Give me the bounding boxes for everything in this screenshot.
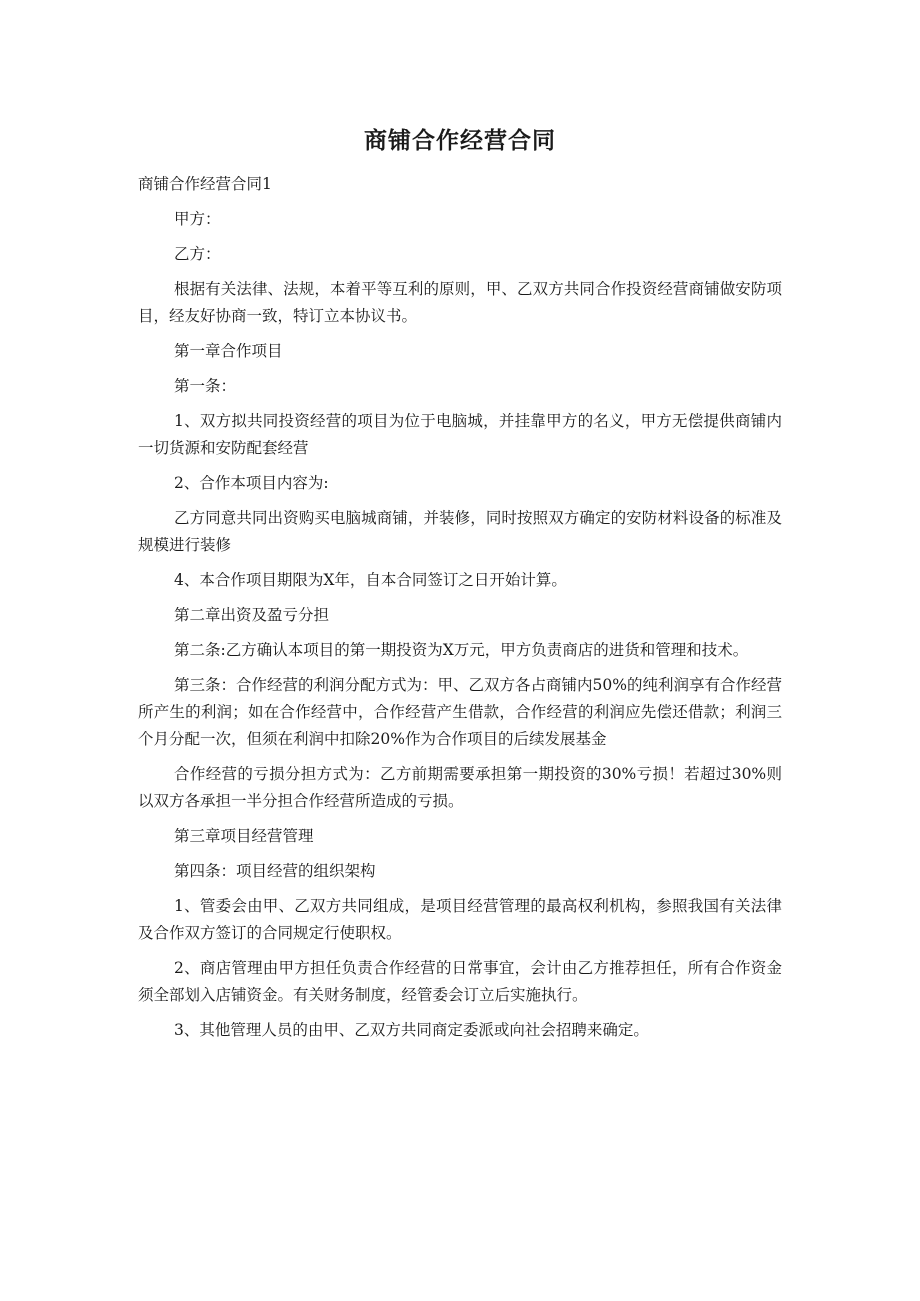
chapter-1-heading: 第一章合作项目 — [174, 342, 283, 360]
chapter-2-heading: 第二章出资及盈亏分担 — [174, 606, 330, 624]
article-1-clause-1: 1、双方拟共同投资经营的项目为位于电脑城，并挂靠甲方的名义，甲方无偿提供商铺内一切货源和安防配套经营 — [138, 412, 782, 457]
party-a-line: 甲方： — [174, 210, 221, 228]
article-4-clause-1: 1、管委会由甲、乙双方共同组成，是项目经营管理的最高权利机构，参照我国有关法律及合作双方签订的合同规定行使职权。 — [138, 897, 782, 942]
document-title: 商铺合作经营合同 — [364, 128, 556, 154]
party-b-line: 乙方： — [174, 245, 221, 263]
chapter-3-heading: 第三章项目经营管理 — [174, 827, 314, 845]
article-2-paragraph: 第二条:乙方确认本项目的第一期投资为X万元，甲方负责商店的进货和管理和技术。 — [174, 641, 749, 659]
article-1-clause-4: 4、本合作项目期限为X年，自本合同签订之日开始计算。 — [174, 571, 567, 589]
article-4-clause-2: 2、商店管理由甲方担任负责合作经营的日常事宜，会计由乙方推荐担任，所有合作资金须全部划入店铺资金。有关财务制度，经管委会订立后实施执行。 — [138, 959, 782, 1004]
article-3-paragraph: 第三条：合作经营的利润分配方式为：甲、乙双方各占商铺内50%的纯利润享有合作经营所产生的利润；如在合作经营中，合作经营产生借款，合作经营的利润应先偿还借款；利润三个月分配一次，但须在利润中扣除20%作为合作项目的后续发展基金 — [138, 676, 782, 748]
article-4-heading: 第四条：项目经营的组织架构 — [174, 862, 376, 880]
article-1-clause-2: 2、合作本项目内容为: — [174, 474, 329, 492]
loss-sharing-paragraph: 合作经营的亏损分担方式为：乙方前期需要承担第一期投资的30%亏损！若超过30%则以双方各承担一半分担合作经营所造成的亏损。 — [138, 765, 782, 810]
article-4-clause-3: 3、其他管理人员的由甲、乙双方共同商定委派或向社会招聘来确定。 — [174, 1021, 649, 1039]
article-1-clause-2-detail: 乙方同意共同出资购买电脑城商铺，并装修，同时按照双方确定的安防材料设备的标准及规模进行装修 — [138, 509, 782, 554]
document-body — [138, 171, 782, 1052]
preamble-paragraph: 根据有关法律、法规，本着平等互利的原则，甲、乙双方共同合作投资经营商铺做安防项目，经友好协商一致，特订立本协议书。 — [138, 280, 782, 325]
contract-subtitle: 商铺合作经营合同1 — [138, 175, 272, 193]
article-1-heading: 第一条： — [174, 377, 237, 395]
